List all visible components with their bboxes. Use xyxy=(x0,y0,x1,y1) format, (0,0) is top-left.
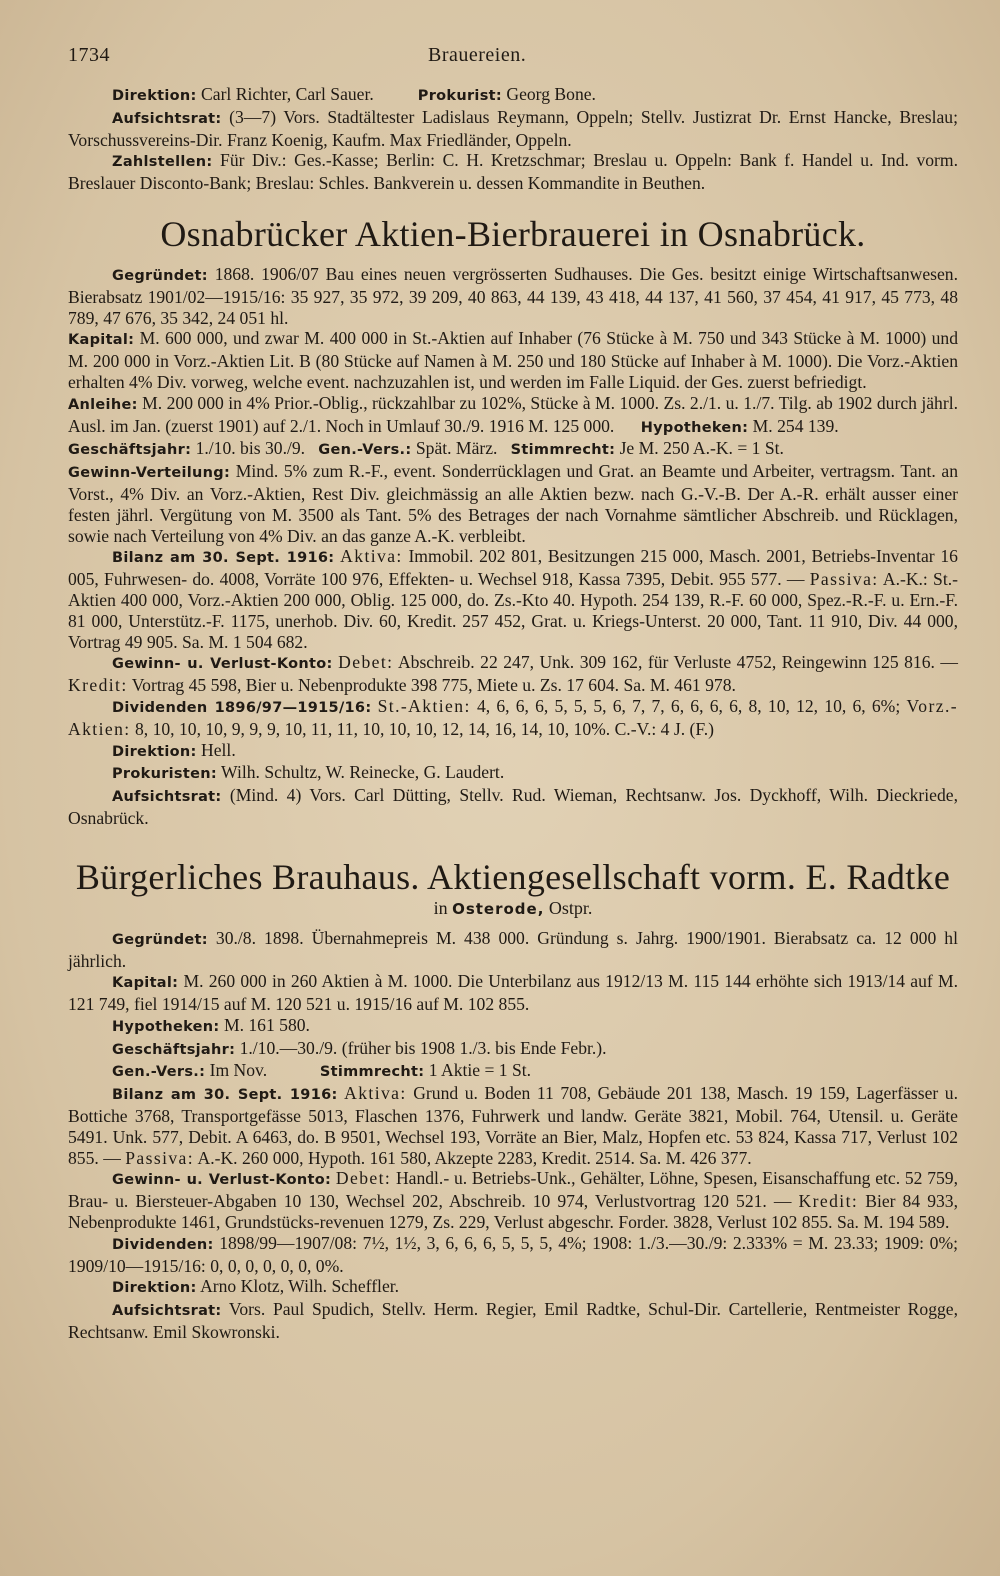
guv-entry xyxy=(68,652,958,696)
anleihe-entry xyxy=(68,393,958,439)
hypotheken-text: M. 161 580. xyxy=(223,1014,310,1035)
stimmrecht-text: Je M. 250 A.-K. = 1 St. xyxy=(619,438,784,459)
location-city: Osterode, xyxy=(452,899,545,918)
company-osnabrueck-body xyxy=(68,264,958,829)
prokuristen-label: Prokuristen: xyxy=(112,766,217,783)
debet-text: Handl.- u. Betriebs-Unk., Gehälter, Löhne, Spesen, Eisanschaffung etc. 52 759, Brau- u. Biersteuer-Abgaben 10 130, Wechsel 202, Abschreib. 10 974, Verlustvortrag 120 521. — xyxy=(68,1168,958,1212)
passiva-text: A.-K.: St.-Aktien 400 000, Vorz.-Aktien 200 000, Oblig. 125 000, do. Zs.-Kto 40. Hypoth. 254 139, R.-F. 60 000, Spez.-R.-F. u. Ern.-F. 81 000, Unterstütz.-F. 1175, unerhob. Div. 60, Kredit. 257 452, Grat. u. Kriegs-Unterst. 20 000, Tant. 11 910, Div. 44 000, Vortrag 49 905. Sa. M. 1 504 682. xyxy=(68,569,958,652)
geschaeftsjahr-entry xyxy=(68,1038,958,1061)
geschaeftsjahr-label: Geschäftsjahr: xyxy=(112,1041,236,1058)
aufsichtsrat-text: (3—7) Vors. Stadtältester Ladislaus Reymann, Oppeln; Stellv. Justizrat Dr. Ernst Hancke, Breslau; Vorschussvereins-Dir. Franz Koenig, Kaufm. Max Friedländer, Oppeln. xyxy=(68,106,958,150)
gewinnverteilung-text: Mind. 5% zum R.-F., event. Sonderrücklagen und Grat. an Beamte und Arbeiter, vertragsm. Tant. an Vorst., 4% Div. an Vorz.-Aktien, Rest Div. gleichmässig an alle Aktien bezw. nach G.-V.-B. Der A.-R. erhält ausser einer festen jährl. Vergütung von M. 3500 als Tant. 5% des Betrages der nach Vornahme sämtlicher Abschreib. und Rücklagen, sowie nach Verteilung von 4% Div. an das ganze A.-K. verbleibt. xyxy=(68,461,958,546)
aufsichtsrat-text: (Mind. 4) Vors. Carl Dütting, Stellv. Rud. Wieman, Rechtsanw. Jos. Dyckhoff, Wilh. Dieckriede, Osnabrück. xyxy=(68,785,958,828)
location-region: Ostpr. xyxy=(548,897,593,918)
anleihe-text: M. 200 000 in 4% Prior.-Oblig., rückzahlbar zu 102%, Stücke à M. 1000. Zs. 2./1. u. 1./7. Tilg. ab 1902 durch jährl. Ausl. im Jan. (zuerst 1901) auf 2./1. Noch in Umlauf 30./9. 1916 M. 125 000. xyxy=(68,392,958,436)
geschaeftsjahr-text: 1./10. bis 30./9. xyxy=(195,438,306,459)
dividenden-label: Dividenden: xyxy=(112,1236,214,1253)
hypotheken-entry xyxy=(68,1015,958,1038)
stimmrecht-label: Stimmrecht: xyxy=(510,442,616,459)
company-heading-osnabrueck: Osnabrücker Aktien-Bierbrauerei in Osnabrück. xyxy=(160,213,866,254)
bilanz-entry xyxy=(68,546,958,652)
gewinnverteilung-label: Gewinn-Verteilung: xyxy=(68,465,231,482)
geschaeftsjahr-entry xyxy=(68,438,958,461)
passiva-text: A.-K. 260 000, Hypoth. 161 580, Akzepte 2283, Kredit. 2514. Sa. M. 426 377. xyxy=(197,1147,752,1168)
guv-label: Gewinn- u. Verlust-Konto: xyxy=(112,1172,332,1189)
direktion-entry xyxy=(68,1276,958,1299)
previous-company-tail xyxy=(68,84,958,194)
guv-label: Gewinn- u. Verlust-Konto: xyxy=(112,656,333,673)
location-prefix: in xyxy=(433,897,448,918)
dividenden-st-text: 4, 6, 6, 6, 5, 5, 5, 6, 7, 7, 6, 6, 6, 6, 8, 10, 12, 10, 6, 6%; xyxy=(476,695,901,716)
aufsichtsrat-entry xyxy=(68,1299,958,1343)
aktiva-label: Aktiva: xyxy=(340,546,403,567)
aktiva-text: Grund u. Boden 11 708, Gebäude 201 138, Masch. 19 159, Lagerfässer u. Bottiche 3768, Transportgefässe 5013, Flaschen 1376, Fuhrwerk und landw. Geräte 3821, Mobil. 764, Utensil. u. Geräte 5491. Unk. 577, Debit. A 6463, do. B 9501, Wechsel 193, Vorräte an Bier, Malz, Hopfen etc. 53 824, Kassa 717, Verlust 102 855. — xyxy=(68,1083,958,1168)
genvers-label: Gen.-Vers.: xyxy=(112,1064,206,1081)
dividenden-entry xyxy=(68,1233,958,1277)
kapital-label: Kapital: xyxy=(112,975,179,992)
hypotheken-text: M. 254 139. xyxy=(752,415,839,436)
prokuristen-entry xyxy=(68,762,958,785)
gegruendet-label: Gegründet: xyxy=(112,931,208,948)
gegruendet-entry xyxy=(68,928,958,972)
geschaeftsjahr-text: 1./10.—30./9. (früher bis 1908 1./3. bis Ende Febr.). xyxy=(239,1037,607,1058)
aufsichtsrat-text: Vors. Paul Spudich, Stellv. Herm. Regier, Emil Radtke, Schul-Dir. Cartellerie, Rentmeister Rogge, Rechtsanw. Emil Skowronski. xyxy=(68,1299,958,1343)
genvers-label: Gen.-Vers.: xyxy=(318,442,412,459)
kredit-text: Bier 84 933, Nebenprodukte 1461, Grundstücks-revenuen 1279, Zs. 229, Verlust abgeschr. Forder. 3828, Verlust 102 855. Sa. M. 194 589. xyxy=(68,1191,958,1233)
aufsichtsrat-label: Aufsichtsrat: xyxy=(112,1303,222,1320)
hypotheken-label: Hypotheken: xyxy=(112,1018,220,1035)
prokurist-text: Georg Bone. xyxy=(506,84,596,104)
geschaeftsjahr-label: Geschäftsjahr: xyxy=(68,442,192,459)
passiva-label: Passiva: xyxy=(125,1147,195,1168)
company-osterode-body xyxy=(68,928,958,1343)
debet-text: Abschreib. 22 247, Unk. 309 162, für Verluste 4752, Reingewinn 125 816. — xyxy=(397,652,959,673)
dividenden-vorz-label: Vorz.-Aktien: xyxy=(68,695,958,739)
gegruendet-label: Gegründet: xyxy=(112,267,208,284)
gegruendet-entry xyxy=(68,264,958,328)
prokurist-label: Prokurist: xyxy=(417,88,502,104)
aktiva-label: Aktiva: xyxy=(344,1083,407,1104)
stimmrecht-text: 1 Aktie = 1 St. xyxy=(428,1060,532,1081)
genvers-text: Im Nov. xyxy=(209,1060,268,1081)
zahlstellen-entry xyxy=(68,150,958,194)
direktion-label: Direktion: xyxy=(112,1280,197,1297)
gegruendet-text: 30./8. 1898. Übernahmepreis M. 438 000. Gründung s. Jahrg. 1900/1901. Bierabsatz ca. 12 000 hl jährlich. xyxy=(68,927,958,971)
page-number: 1734 xyxy=(68,44,110,66)
running-head xyxy=(68,44,958,84)
aufsichtsrat-label: Aufsichtsrat: xyxy=(112,789,222,806)
genvers-entry xyxy=(68,1060,958,1083)
genvers-text: Spät. März. xyxy=(415,438,498,459)
hypotheken-label: Hypotheken: xyxy=(640,419,749,436)
prokuristen-text: Wilh. Schultz, W. Reinecke, G. Laudert. xyxy=(221,762,505,783)
kredit-text: Vortrag 45 598, Bier u. Nebenprodukte 398 775, Miete u. Zs. 17 604. Sa. M. 461 978. xyxy=(131,675,736,696)
kapital-entry xyxy=(68,971,958,1015)
debet-label: Debet: xyxy=(338,652,394,673)
aufsichtsrat-entry xyxy=(68,107,958,151)
gewinnverteilung-entry xyxy=(68,461,958,546)
direktion-label: Direktion: xyxy=(112,88,197,104)
direktion-prokurist-entry xyxy=(68,84,958,107)
kapital-entry xyxy=(68,328,958,392)
dividenden-st-label: St.-Aktien: xyxy=(377,695,471,716)
bilanz-label: Bilanz am 30. Sept. 1916: xyxy=(112,550,335,567)
direktion-entry xyxy=(68,740,958,763)
kapital-text: M. 600 000, und zwar M. 400 000 in St.-Aktien auf Inhaber (76 Stücke à M. 750 und 343 Stücke à M. 1000) und M. 200 000 in Vorz.-Aktien Lit. B (80 Stücke auf Namen à M. 250 und 180 Stücke auf Inhaber à M. 1000). Die Vorz.-Aktien erhalten 4% Div. vorweg, welche event. nachzuzahlen ist, und werden im Falle Liquid. der Ges. zuerst befriedigt. xyxy=(68,328,958,392)
dividenden-label: Dividenden 1896/97—1915/16: xyxy=(112,699,372,716)
direktion-text: Hell. xyxy=(201,739,236,760)
kapital-label: Kapital: xyxy=(68,332,135,349)
aufsichtsrat-entry xyxy=(68,785,958,829)
kredit-label: Kredit: xyxy=(68,675,128,696)
kapital-text: M. 260 000 in 260 Aktien à M. 1000. Die Unterbilanz aus 1912/13 M. 115 144 erhöhte sich 1913/14 auf M. 121 749, fiel 1914/15 auf M. 120 521 u. 1915/16 auf M. 102 855. xyxy=(68,971,958,1015)
anleihe-label: Anleihe: xyxy=(68,396,138,413)
aktiva-text: Immobil. 202 801, Besitzungen 215 000, Masch. 2001, Betriebs-Inventar 16 005, Fuhrwesen- do. 4008, Vorräte 100 976, Effekten- u. Wechsel 918, Kassa 7395, Debit. 955 577. — xyxy=(68,546,958,590)
bilanz-entry xyxy=(68,1083,958,1168)
kredit-label: Kredit: xyxy=(798,1191,859,1212)
gegruendet-text: 1868. 1906/07 Bau eines neuen vergrösserten Sudhauses. Die Ges. besitzt einige Wirtschaftsanwesen. Bierabsatz 1901/02—1915/16: 35 927, 35 972, 39 209, 40 863, 44 139, 43 418, 44 137, 41 560, 37 454, 41 917, 45 773, 48 789, 47 676, 35 342, 24 051 hl. xyxy=(68,263,958,328)
running-title: Brauereien. xyxy=(428,44,527,66)
guv-entry xyxy=(68,1168,958,1232)
company-heading-buergerliches-brauhaus: Bürgerliches Brauhaus. Aktiengesellschaft vorm. E. Radtke xyxy=(75,856,951,897)
dividenden-vorz-text: 8, 10, 10, 10, 9, 9, 9, 10, 11, 11, 10, 10, 10, 12, 14, 16, 14, 10, 10%. C.-V.: 4 J. (F.) xyxy=(134,718,715,739)
direktion-label: Direktion: xyxy=(112,743,197,760)
bilanz-label: Bilanz am 30. Sept. 1916: xyxy=(112,1087,338,1104)
stimmrecht-label: Stimmrecht: xyxy=(319,1064,425,1081)
dividenden-entry xyxy=(68,696,958,740)
aufsichtsrat-label: Aufsichtsrat: xyxy=(112,110,222,127)
dividenden-text: 1898/99—1907/08: 7½, 1½, 3, 6, 6, 6, 5, 5, 5, 4%; 1908: 1./3.—30./9: 2.333% = M. 23.33; 1909: 0%; 1909/10—1915/16: 0, 0, 0, 0, 0, 0, 0%. xyxy=(68,1232,958,1276)
company-location xyxy=(68,897,958,920)
zahlstellen-label: Zahlstellen: xyxy=(112,154,213,171)
debet-label: Debet: xyxy=(335,1168,392,1189)
passiva-label: Passiva: xyxy=(809,569,879,590)
zahlstellen-text: Für Div.: Ges.-Kasse; Berlin: C. H. Kretzschmar; Breslau u. Oppeln: Bank f. Handel u. Ind. vorm. Breslauer Disconto-Bank; Breslau: Schles. Bankverein u. dessen Kommandite in Beuthen. xyxy=(68,150,958,194)
direktion-text: Arno Klotz, Wilh. Scheffler. xyxy=(200,1276,400,1297)
direktion-text: Carl Richter, Carl Sauer. xyxy=(201,84,374,104)
